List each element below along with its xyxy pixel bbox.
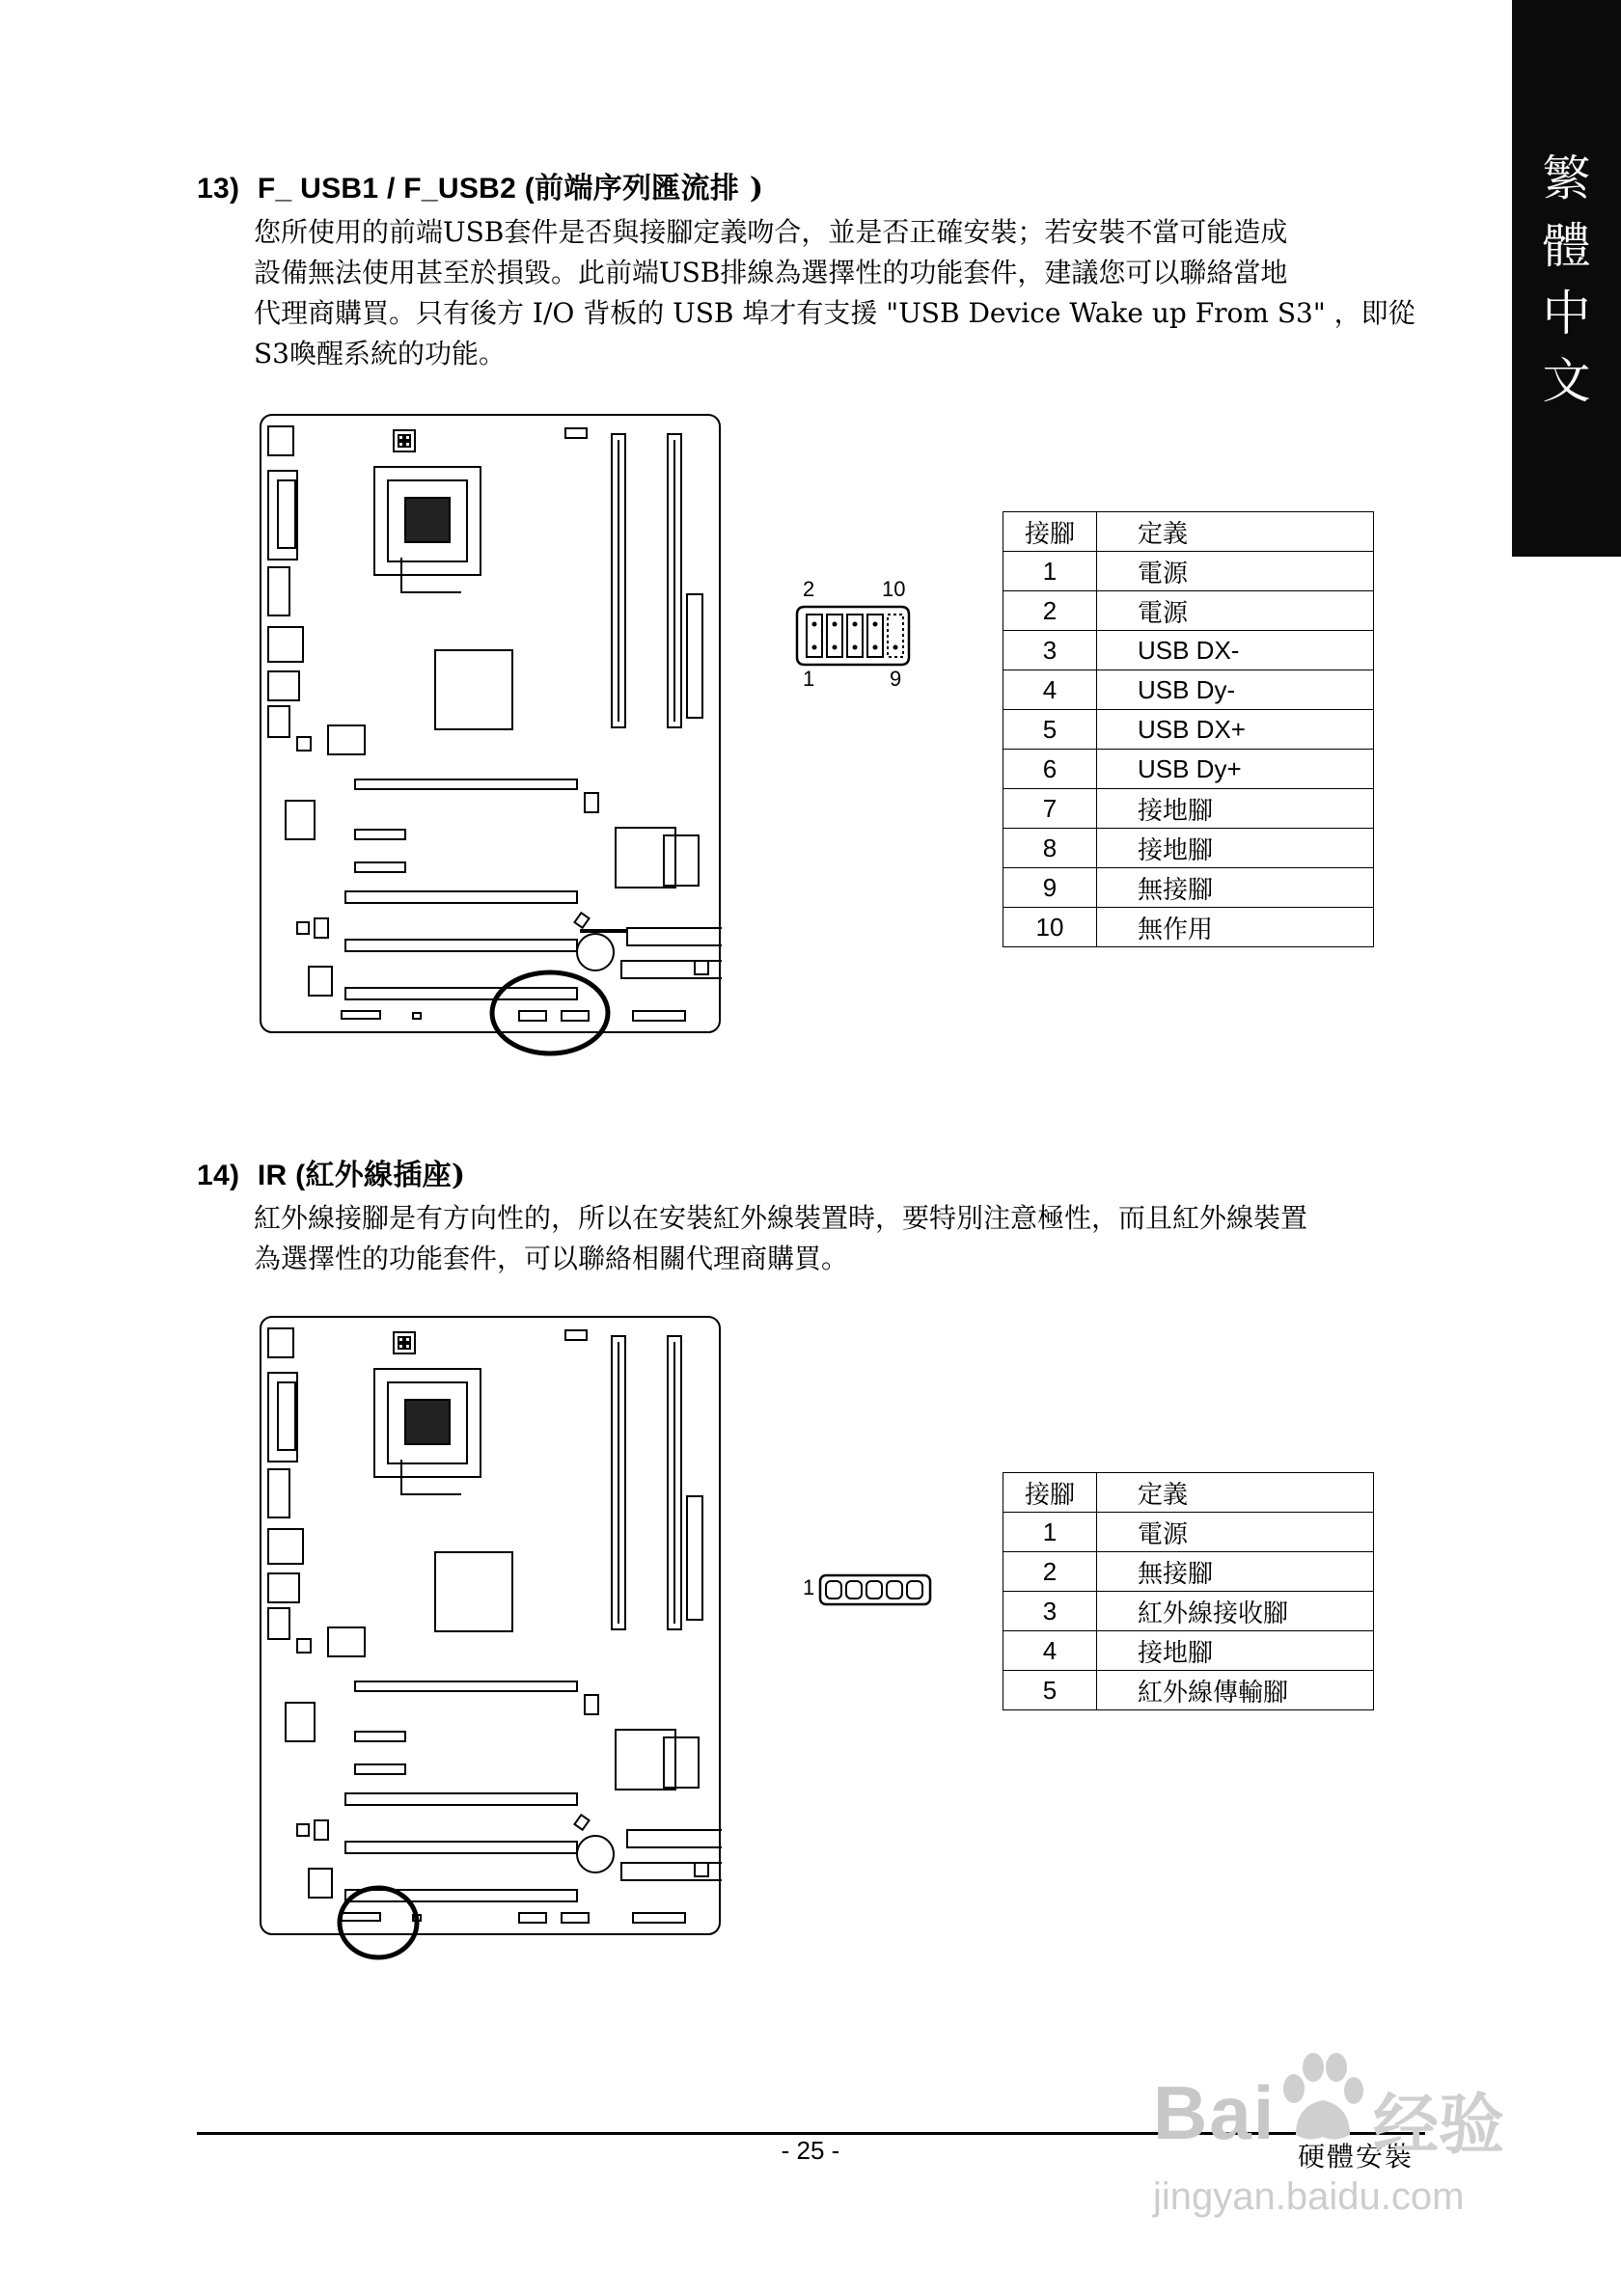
table-row	[1003, 1631, 1374, 1671]
baidu-paw-icon	[1277, 2050, 1365, 2146]
side-tab-char: 體	[1542, 218, 1591, 274]
pin-definition: 電源	[1097, 552, 1374, 591]
pin-number: 10	[1003, 908, 1097, 947]
table-row	[1003, 591, 1374, 631]
pin-number: 9	[1003, 868, 1097, 908]
pin-definition: USB Dy+	[1097, 750, 1374, 789]
table-header-definition: 定義	[1097, 512, 1374, 552]
watermark-text-bai: Bai	[1153, 2070, 1277, 2155]
section-title-text: IR (	[257, 1160, 306, 1191]
section-14-description	[254, 1198, 1431, 1279]
section-title-text: F_ USB1 / F_USB2 (	[257, 173, 536, 205]
highlight-circle	[492, 972, 608, 1053]
table-row	[1003, 631, 1374, 670]
table-row	[1003, 868, 1374, 908]
watermark-url: jingyan.baidu.com	[1153, 2175, 1465, 2218]
section-number: 14)	[197, 1160, 240, 1191]
pin-definition: 無接腳	[1097, 1552, 1374, 1592]
description-line: 代理商購買。只有後方 I/O 背板的 USB 埠才有支援 "USB Device Wake up From S3" ，即從	[254, 297, 1415, 329]
pin-definition: 電源	[1097, 591, 1374, 631]
table-row	[1003, 1592, 1374, 1631]
pin-number: 1	[1003, 552, 1097, 591]
watermark-text-jingyan: 经验	[1373, 2088, 1505, 2164]
section-13-description	[254, 212, 1431, 374]
highlight-circle	[340, 1888, 417, 1957]
pin-definition: USB DX+	[1097, 710, 1374, 750]
pin-definition: 接地腳	[1097, 829, 1374, 868]
pin-number: 2	[1003, 1552, 1097, 1592]
side-tab-char: 中	[1542, 286, 1591, 342]
section-number: 13)	[197, 173, 240, 205]
motherboard-diagram-ir	[259, 1315, 722, 1981]
ir-pin-definition-table	[1003, 1472, 1374, 1710]
pin-label-top-right: 10	[882, 577, 906, 601]
pin-number: 5	[1003, 1671, 1097, 1710]
table-row	[1003, 552, 1374, 591]
pin-number: 5	[1003, 710, 1097, 750]
usb-pin-definition-table	[1003, 511, 1374, 947]
pin-definition: 接地腳	[1097, 1631, 1374, 1671]
motherboard-diagram-f-usb	[259, 413, 722, 1079]
table-row	[1003, 829, 1374, 868]
pin-definition: USB Dy-	[1097, 670, 1374, 710]
pin-number: 4	[1003, 1631, 1097, 1671]
table-header-definition: 定義	[1097, 1473, 1374, 1513]
table-row	[1003, 1513, 1374, 1552]
section-14-title	[197, 1151, 465, 1193]
pin-definition: 無作用	[1097, 908, 1374, 947]
section-title-zh: 紅外線插座)	[305, 1159, 466, 1192]
pin-number: 4	[1003, 670, 1097, 710]
table-row	[1003, 710, 1374, 750]
table-row	[1003, 908, 1374, 947]
pin-number: 2	[1003, 591, 1097, 631]
pin-number: 7	[1003, 789, 1097, 829]
table-row	[1003, 1671, 1374, 1710]
side-tab-char: 繁	[1542, 150, 1591, 206]
pin-label-bottom-left: 1	[803, 667, 815, 691]
pin-definition: 無接腳	[1097, 868, 1374, 908]
chapter-name: 硬體安裝	[1298, 2141, 1415, 2173]
description-line: 您所使用的前端USB套件是否與接腳定義吻合，並是否正確安裝；若安裝不當可能造成	[254, 216, 1288, 248]
pin-label-top-left: 2	[803, 577, 815, 601]
description-line: 為選擇性的功能套件，可以聯絡相關代理商購買。	[254, 1243, 849, 1274]
pin-definition: 紅外線傳輸腳	[1097, 1671, 1374, 1710]
baidu-watermark	[1153, 2050, 1558, 2243]
pin-definition: USB DX-	[1097, 631, 1374, 670]
table-row	[1003, 789, 1374, 829]
description-line: 紅外線接腳是有方向性的，所以在安裝紅外線裝置時，要特別注意極性，而且紅外線裝置	[254, 1202, 1308, 1234]
table-row	[1003, 1552, 1374, 1592]
table-row	[1003, 750, 1374, 789]
ir-pin-header-diagram	[818, 1573, 932, 1606]
pin-number: 8	[1003, 829, 1097, 868]
side-tab-char: 文	[1542, 353, 1591, 409]
section-13-title	[197, 164, 763, 206]
page-number: - 25 -	[781, 2136, 840, 2165]
section-title-zh: 前端序列匯流排 )	[535, 172, 764, 205]
motherboard-layout	[261, 415, 722, 1032]
pin-number: 1	[1003, 1513, 1097, 1552]
pin-definition: 紅外線接收腳	[1097, 1592, 1374, 1631]
table-row	[1003, 670, 1374, 710]
pin-number: 3	[1003, 631, 1097, 670]
motherboard-layout	[261, 1317, 722, 1934]
pin-number: 6	[1003, 750, 1097, 789]
description-line: S3喚醒系統的功能。	[254, 338, 506, 369]
language-side-tab	[1512, 0, 1621, 557]
table-header-pin: 接腳	[1003, 512, 1097, 552]
usb-pin-header-diagram	[795, 605, 911, 667]
description-line: 設備無法使用甚至於損毀。此前端USB排線為選擇性的功能套件，建議您可以聯絡當地	[254, 257, 1288, 288]
pin-label-bottom-right: 9	[890, 667, 902, 691]
table-header-pin: 接腳	[1003, 1473, 1097, 1513]
pin-label-one: 1	[803, 1575, 815, 1599]
pin-number: 3	[1003, 1592, 1097, 1631]
pin-definition: 電源	[1097, 1513, 1374, 1552]
pin-definition: 接地腳	[1097, 789, 1374, 829]
